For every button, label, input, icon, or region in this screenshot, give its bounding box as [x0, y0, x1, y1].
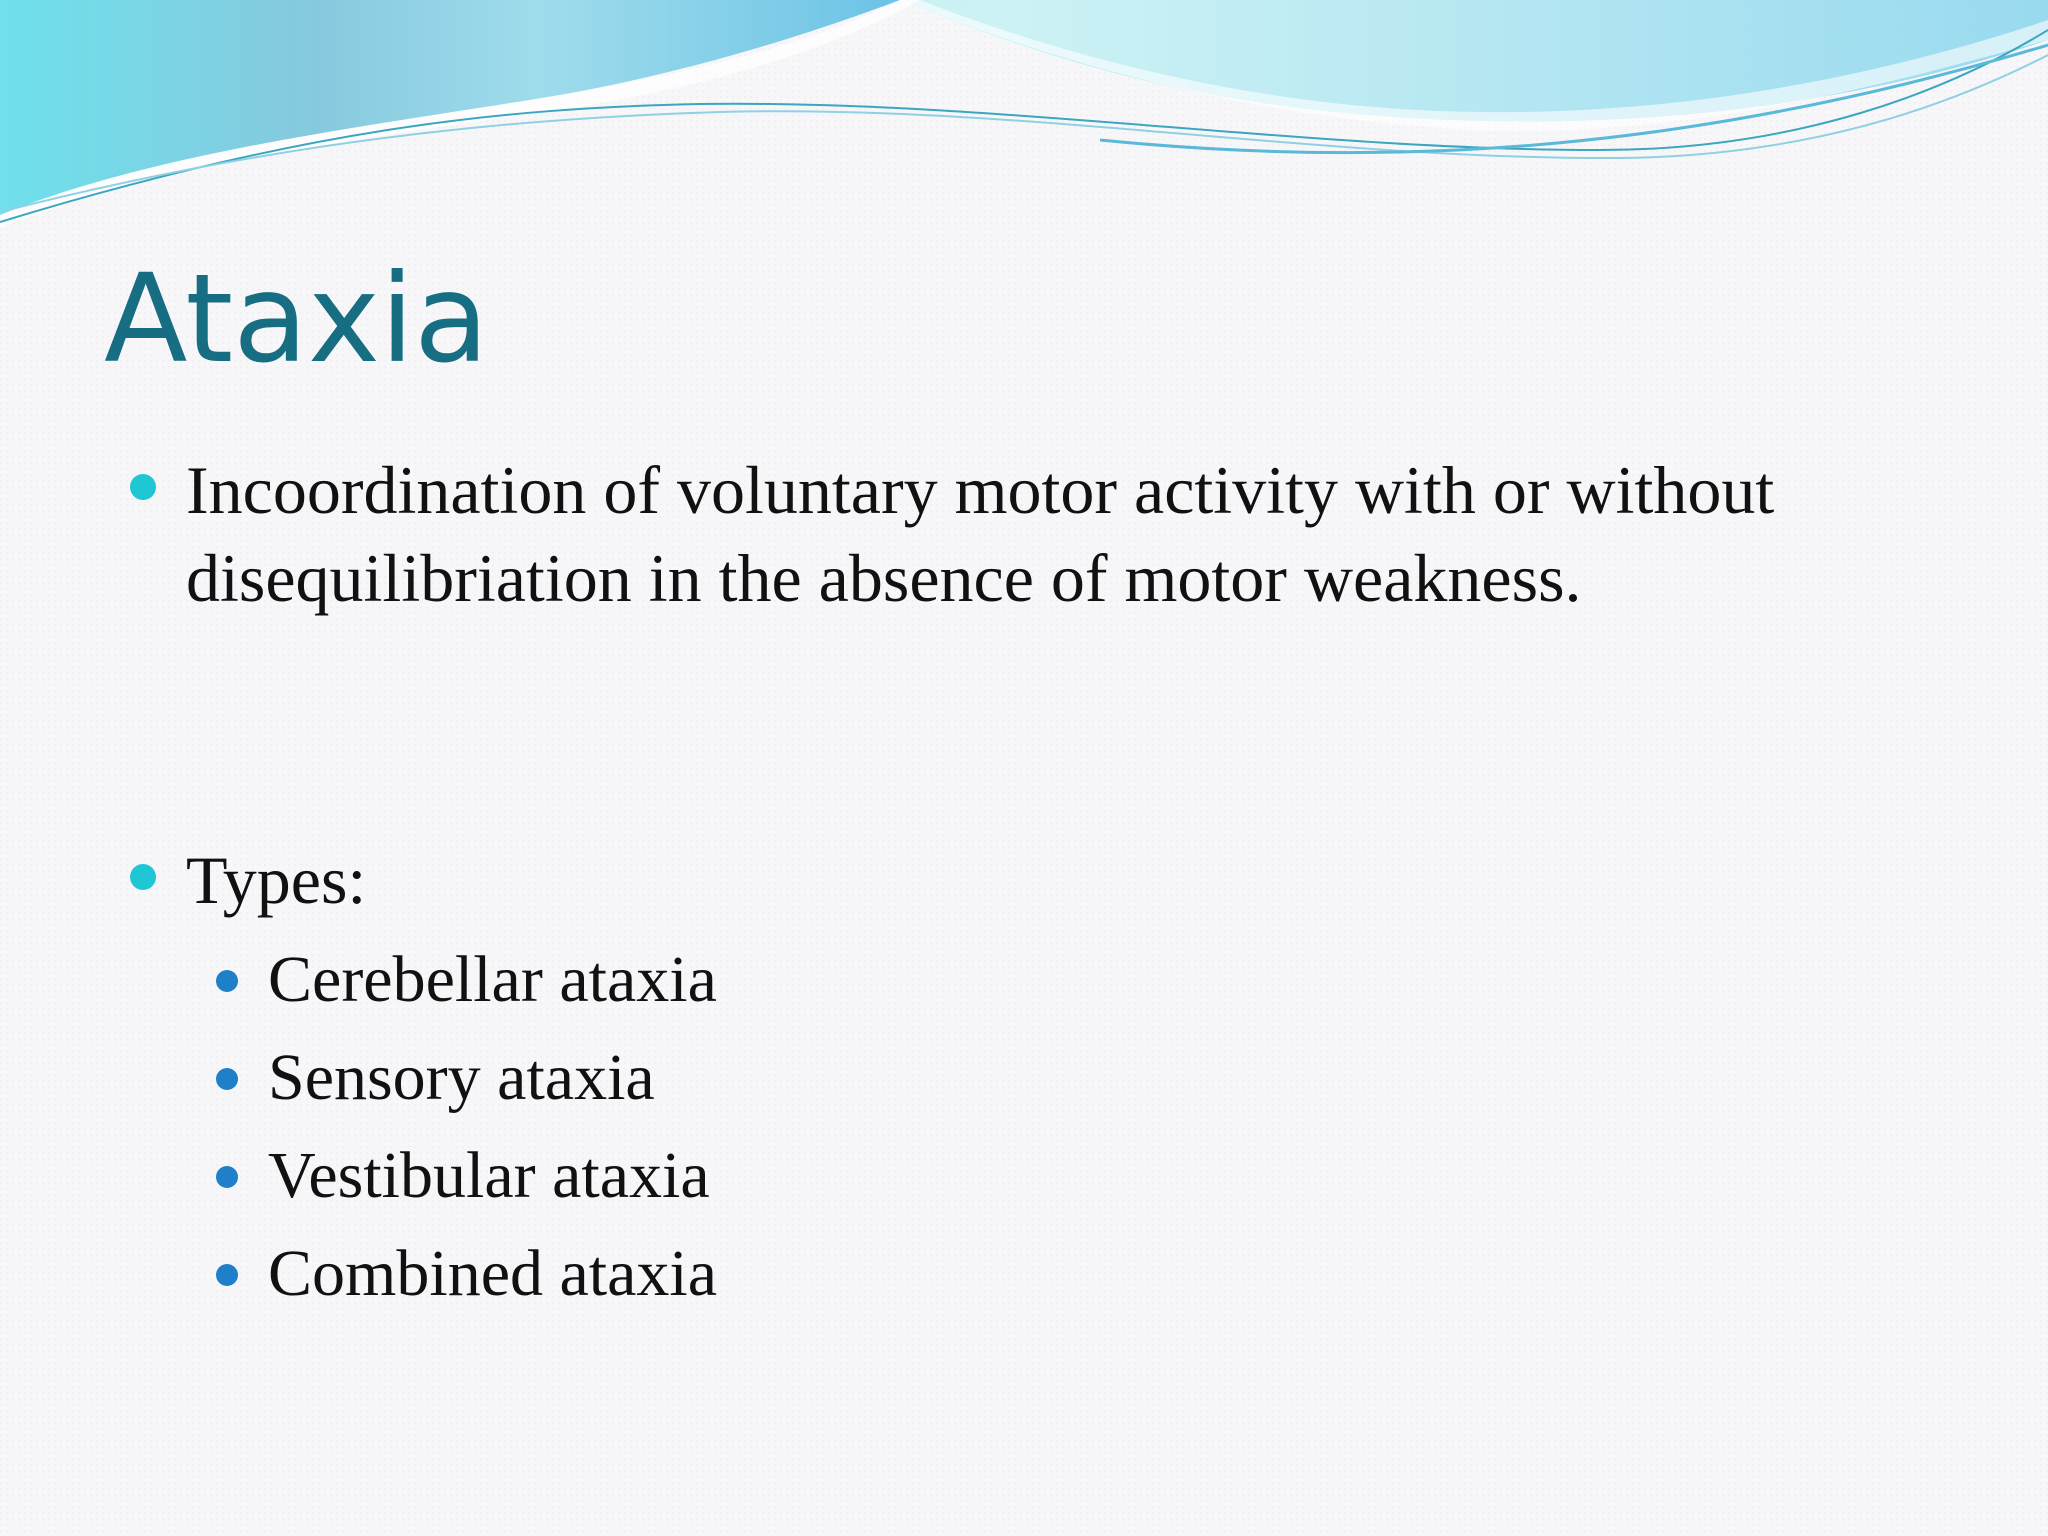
slide-title: Ataxia: [104, 248, 489, 390]
sub-bullet-dot-icon: [216, 1166, 238, 1188]
sub-bullet-dot-icon: [216, 970, 238, 992]
sub-bullet-dot-icon: [216, 1068, 238, 1090]
sub-item-vestibular: Vestibular ataxia: [268, 1139, 710, 1212]
sub-item-sensory: Sensory ataxia: [268, 1041, 655, 1114]
bullet-definition: Incoordination of voluntary motor activity with or without disequilibriation in the absence of motor weakness.: [186, 452, 1775, 616]
bullet-dot-icon: [130, 474, 156, 500]
bullet-types: Types:: [186, 842, 367, 918]
sub-bullet-dot-icon: [216, 1264, 238, 1286]
sub-item-cerebellar: Cerebellar ataxia: [268, 943, 717, 1016]
bullet-dot-icon: [130, 864, 156, 890]
sub-item-combined: Combined ataxia: [268, 1237, 718, 1310]
